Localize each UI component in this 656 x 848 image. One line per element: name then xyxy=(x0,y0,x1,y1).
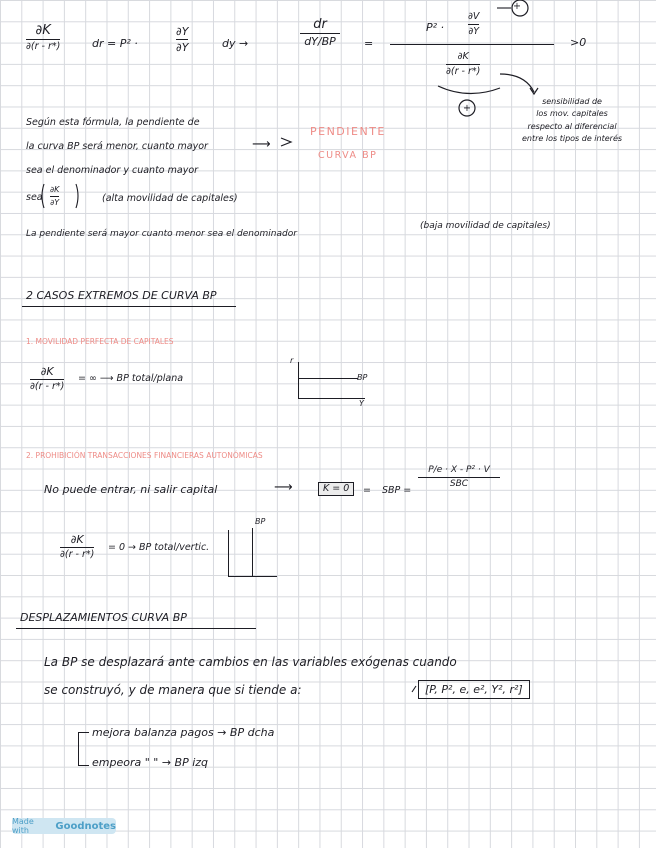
variables-box: [P, P², e, e², Y², r²] xyxy=(418,680,530,699)
equals-sign: = xyxy=(364,37,374,50)
explanation-line: sea xyxy=(26,192,43,203)
section-title: 2 CASOS EXTREMOS DE CURVA BP xyxy=(26,289,217,302)
case-result: = 0 → BP total/vertic. xyxy=(108,542,210,553)
denominator: SBC xyxy=(449,479,469,489)
numerator: ∂K xyxy=(50,185,60,194)
note-line: sensibilidad de xyxy=(542,97,602,106)
mobility-note: (alta movilidad de capitales) xyxy=(102,193,238,204)
k-zero-box: K = 0 xyxy=(318,482,354,496)
denominator: ∂Y xyxy=(176,41,189,54)
shift-text: La BP se desplazará ante cambios en las variables exógenas cuando xyxy=(44,655,457,669)
pink-heading: CURVA BP xyxy=(318,150,378,161)
case-title: 2. PROHIBICIÓN TRANSACCIONES FINANCIERAS AUTONÓMICAS xyxy=(26,451,263,460)
denominator: ∂(r - r*) xyxy=(30,381,65,392)
numerator: dr xyxy=(313,17,327,32)
formula-tail: dy → xyxy=(222,37,249,50)
numerator: ∂K xyxy=(70,533,84,546)
curve-label-bp: BP xyxy=(255,517,266,526)
numerator: ∂K xyxy=(457,51,469,62)
mobility-note: (baja movilidad de capitales) xyxy=(420,221,551,231)
denominator: ∂Y xyxy=(468,25,480,37)
denominator: ∂(r - r*) xyxy=(446,65,481,77)
plus-sign-bottom: + xyxy=(463,103,471,114)
denominator: dY/BP xyxy=(304,35,336,48)
explanation-line: Según esta fórmula, la pendiente de xyxy=(26,117,200,128)
denominator: ∂(r - r*) xyxy=(26,41,61,52)
shift-text: se construyó, y de manera que si tiende a: xyxy=(44,683,302,697)
shift-item: empeora " " → BP izq xyxy=(92,756,209,769)
equals-sign: = xyxy=(363,485,371,496)
case-description: No puede entrar, ni salir capital xyxy=(44,483,218,496)
plus-sign-top: + xyxy=(513,1,521,12)
numerator: ∂V xyxy=(468,11,480,22)
explanation-line: sea el denominador y cuanto mayor xyxy=(26,165,199,176)
numerator: ∂Y xyxy=(176,25,189,38)
axis-label-y: Y xyxy=(359,399,364,408)
axis-label-r: r xyxy=(290,356,294,365)
badge-brand: Goodnotes xyxy=(55,820,116,832)
numerator: ∂K xyxy=(40,365,54,378)
denominator: ∂(r - r*) xyxy=(60,549,95,560)
pink-heading: PENDIENTE xyxy=(310,125,386,138)
shift-item: mejora balanza pagos → BP dcha xyxy=(92,726,275,739)
numerator: ∂K xyxy=(35,23,51,38)
arrow-icon: ⟶ xyxy=(252,137,271,152)
greater-than-zero: >0 xyxy=(570,36,587,49)
section-title: DESPLAZAMIENTOS CURVA BP xyxy=(20,611,187,624)
note-line: los mov. capitales xyxy=(536,109,608,119)
numerator: P/e · X - P² · V xyxy=(428,465,490,475)
formula-mid: dr = P² · xyxy=(92,37,138,50)
explanation-line: la curva BP será menor, cuanto mayor xyxy=(26,141,208,152)
note-line: respecto al diferencial xyxy=(527,121,617,131)
big-num-a: P² · xyxy=(426,21,445,34)
goodnotes-watermark xyxy=(12,818,116,834)
case-result: = ∞ ⟶ BP total/plana xyxy=(78,373,184,384)
explanation-line: La pendiente será mayor cuanto menor sea el denominador xyxy=(26,229,297,239)
sbp-label: SBP = xyxy=(382,485,412,496)
arrow-icon: ⟶ xyxy=(274,480,293,495)
denominator: ∂Y xyxy=(50,198,60,207)
case-title: 1. MOVILIDAD PERFECTA DE CAPITALES xyxy=(26,337,174,346)
curve-label-bp: BP xyxy=(357,373,368,382)
note-line: entre los tipos de interés xyxy=(522,134,623,144)
badge-prefix: Made with xyxy=(12,817,34,835)
